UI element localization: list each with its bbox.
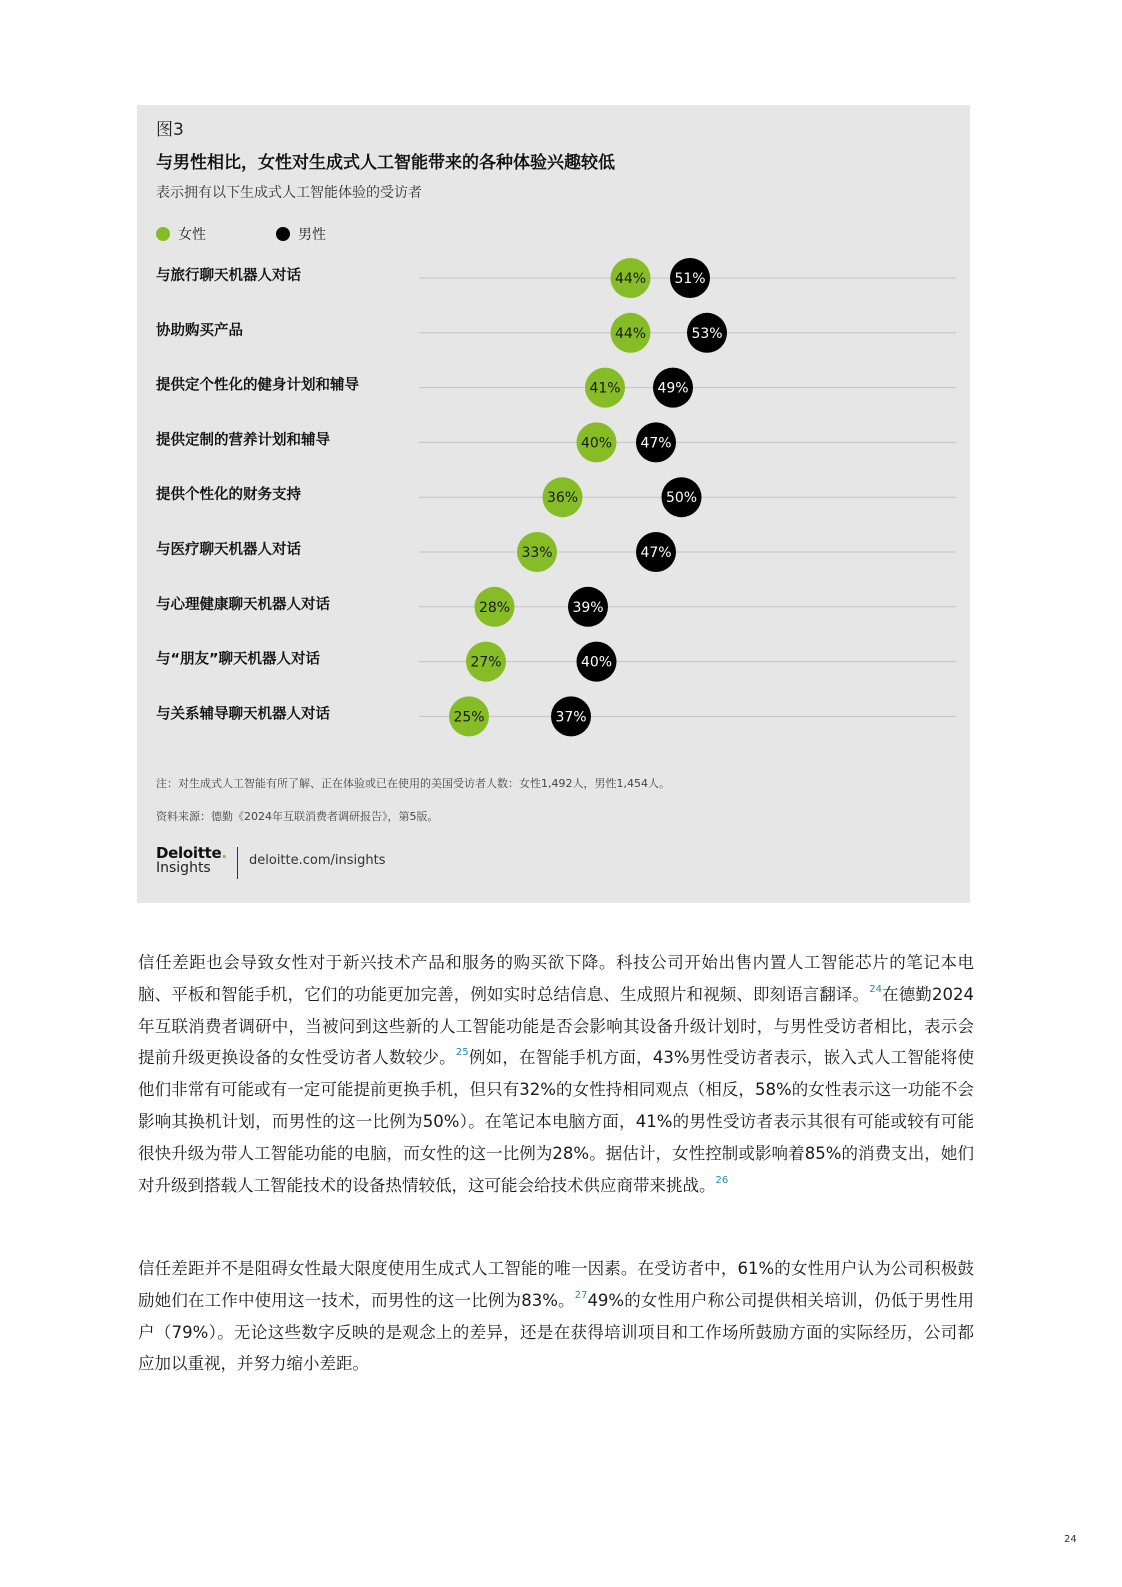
male-value-label: 40% [580,654,613,671]
legend-label-female: 女性 [178,227,206,243]
female-value-label: 44% [614,325,647,342]
male-value-label: 51% [674,271,706,287]
body-paragraph-2 [138,1253,974,1380]
logo-name: Deloitte [156,844,222,862]
source-url: deloitte.com/insights [249,853,386,868]
body-paragraph-1 [138,947,974,1201]
category-label: 提供定制的营养计划和辅导 [156,432,330,449]
category-label: 协助购买产品 [156,322,243,339]
category-label: 与旅行聊天机器人对话 [156,268,301,284]
female-value-label: 25% [453,709,485,726]
figure-subtitle: 表示拥有以下生成式人工智能体验的受访者 [156,185,422,201]
category-label: 与“朋友”聊天机器人对话 [156,651,321,668]
category-label: 与关系辅导聊天机器人对话 [156,706,330,723]
category-label: 提供个性化的财务支持 [156,487,301,504]
footnote-ref[interactable]: 24 [869,983,883,995]
female-value-label: 41% [589,380,621,397]
female-value-label: 40% [580,435,613,452]
paragraph-text: 例如，在智能手机方面，43%男性受访者表示，嵌入式人工智能将使他们非常有可能或有一定可能提前更换手机，但只有32%的女性持相同观点（相反，58%的女性表示这一功能不会影响其换机计划，而男性的这一比例为50%）。在笔记本电脑方面，41%的男性受访者表示其很有可能或较有可能很快升级为带人工智能功能的电脑，而女性的这一比例为28%。据估计，女性控制或影响着85%的消费支出，她们对升级到搭载人工智能技术的设备热情较低，这可能会给技术供应商带来挑战。 [138,1048,974,1195]
paragraph-text: 信任差距也会导致女性对于新兴技术产品和服务的购买欲下降。科技公司开始出售内置人工智能芯片的笔记本电脑、平板和智能手机，它们的功能更加完善，例如实时总结信息、生成照片和视频、即刻语言翻译。 [138,953,974,1004]
dot-plot-chart [137,105,970,765]
category-label: 提供定个性化的健身计划和辅导 [156,377,359,394]
paragraph-text: 在德勤2024年互联消费者调研中，当被问到这些新的人工智能功能是否会影响其设备升级计划时，与男性受访者相比，表示会提前升级更换设备的女性受访者人数较少。 [138,984,975,1068]
male-value-label: 49% [657,380,689,397]
logo-sub: Insights [156,860,211,876]
male-value-label: 39% [572,599,604,616]
figure-note: 注：对生成式人工智能有所了解、正在体验或已在使用的美国受访者人数：女性1,492人，男性1,454人。 [156,777,670,790]
female-value-label: 33% [521,545,553,561]
male-value-label: 47% [640,545,672,561]
category-label: 与心理健康聊天机器人对话 [156,596,330,613]
footnote-ref[interactable]: 27 [574,1289,588,1301]
legend-label-male: 男性 [298,227,326,243]
logo-dot: . [221,844,227,862]
paragraph-text: 信任差距并不是阻碍女性最大限度使用生成式人工智能的唯一因素。在受访者中，61%的女性用户认为公司积极鼓励她们在工作中使用这一技术，而男性的这一比例为83%。 [138,1259,974,1310]
female-value-label: 28% [478,599,511,616]
logo-divider [237,847,238,879]
male-value-label: 50% [665,490,698,507]
footnote-ref[interactable]: 26 [715,1174,729,1186]
page-number: 24 [1064,1534,1077,1545]
paragraph-text: 49%的女性用户称公司提供相关培训，仍低于男性用户（79%）。无论这些数字反映的是观念上的差异，还是在获得培训项目和工作场所鼓励方面的实际经历，公司都应加以重视，并努力缩小差距。 [138,1290,974,1374]
figure-title: 与男性相比，女性对生成式人工智能带来的各种体验兴趣较低 [156,153,615,173]
female-value-label: 27% [470,654,502,671]
figure-number: 图3 [156,120,184,140]
male-value-label: 37% [555,709,587,726]
category-label: 与医疗聊天机器人对话 [156,542,301,558]
figure-source: 资料来源：德勤《2024年互联消费者调研报告》，第5版。 [156,810,439,823]
female-value-label: 36% [546,490,579,507]
footnote-ref[interactable]: 25 [455,1047,469,1059]
figure-panel [137,105,970,903]
male-value-label: 53% [691,325,723,342]
male-value-label: 47% [640,435,672,452]
deloitte-insights-logo [156,845,227,876]
female-value-label: 44% [614,271,647,287]
